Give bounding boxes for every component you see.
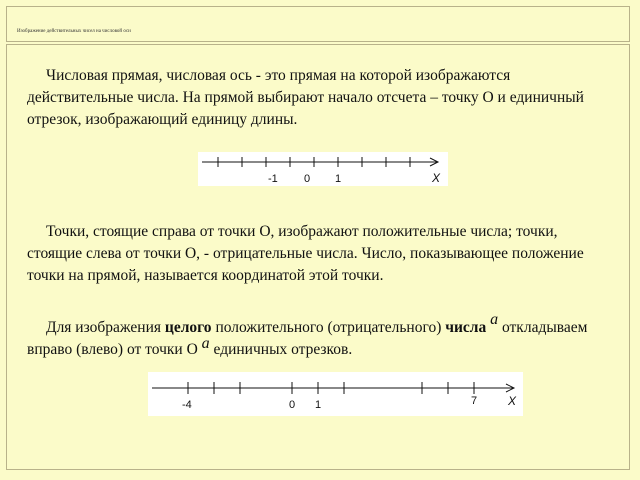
tick-label-1: 1 [335, 173, 342, 185]
content-panel [6, 44, 630, 470]
integer-paragraph [27, 311, 602, 361]
tick-label-0: 0 [304, 173, 311, 185]
p3-bold-integer: целого [164, 319, 212, 336]
number-line-1 [198, 152, 448, 186]
p3-text-3: откладываем вправо (влево) от точки О [27, 319, 588, 358]
tick-label-minus-1: -1 [268, 173, 278, 185]
tick-label-7: 7 [471, 395, 478, 407]
tick-label-1: 1 [315, 399, 322, 411]
number-line-2 [148, 372, 523, 416]
number-line-1-svg [198, 152, 448, 186]
tick-label-0: 0 [289, 399, 296, 411]
definition-paragraph: Числовая прямая, числовая ось - это прямая на которой изображаются действительные числа. На прямой выбирают начало отсчета – точку О и единичный отрезок, изображающий единицу длины. [27, 67, 584, 128]
p3-text-2: положительного (отрицательного) [211, 319, 446, 336]
axis-label-x: X [432, 171, 441, 185]
p3-text-1: Для изображения [46, 319, 165, 336]
header-panel [6, 6, 630, 42]
variable-a: a [490, 311, 499, 328]
p3-bold-number: числа [445, 319, 487, 336]
slide-title: Изображение действительных чисел на числовой оси [17, 29, 131, 34]
variable-a-2: a [201, 335, 210, 352]
positive-negative-paragraph: Точки, стоящие справа от точки О, изображают положительные числа; точки, стоящие слева от точки О, - отрицательные числа. Число, показывающее положение точки на прямой, называется координатой этой точки. [27, 223, 584, 284]
number-line-2-svg [148, 372, 523, 416]
tick-label-minus-4: -4 [182, 399, 192, 411]
p3-text-4: единичных отрезков. [209, 341, 353, 358]
axis-label-x: X [508, 394, 517, 408]
